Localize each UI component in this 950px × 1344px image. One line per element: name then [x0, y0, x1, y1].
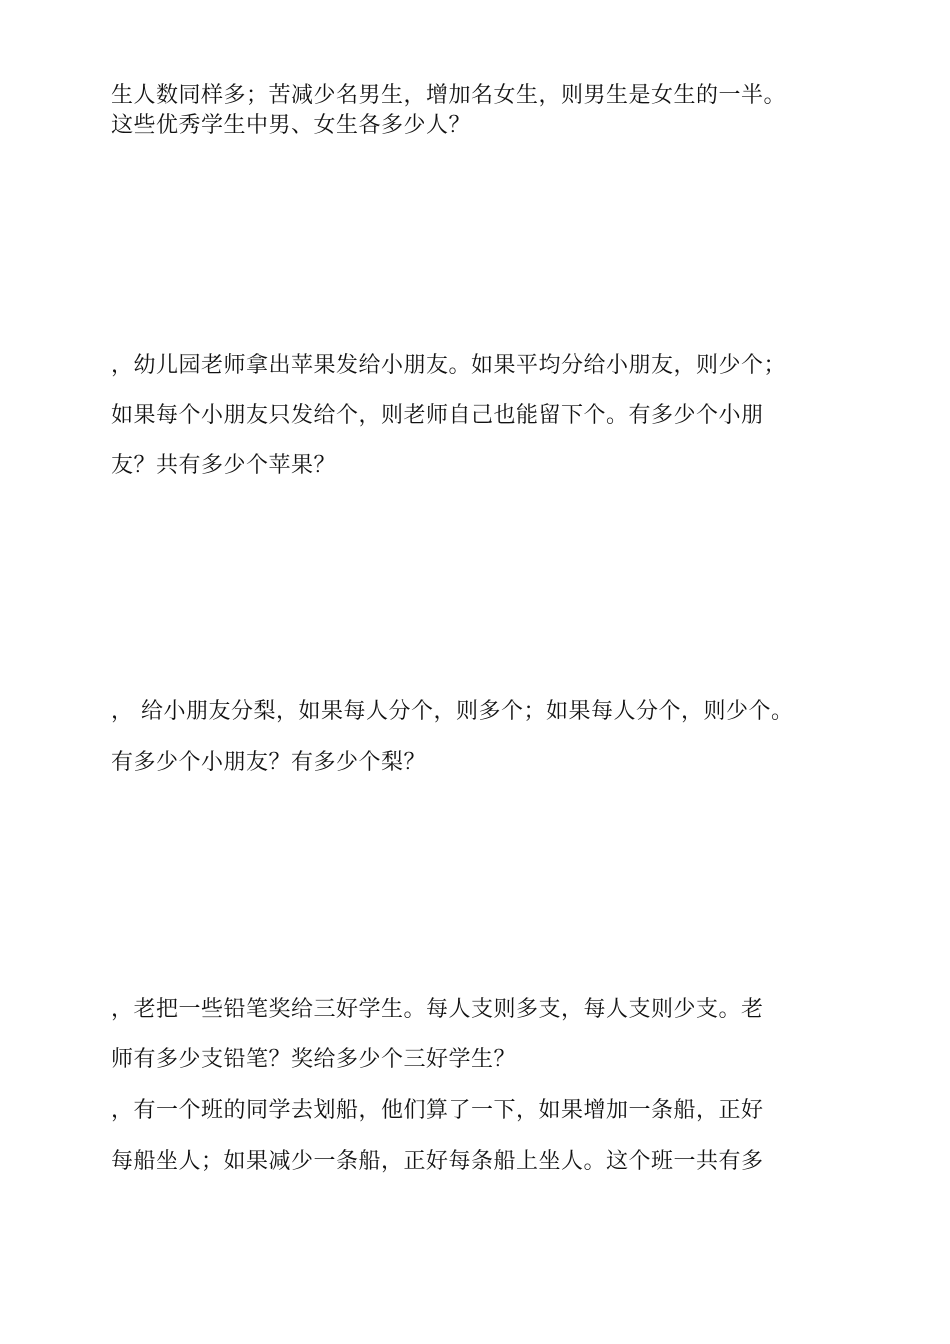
problem-text-line: ， 给小朋友分梨，如果每人分个，则多个；如果每人分个，则少个。 [111, 699, 794, 724]
problem-text-line: 师有多少支铅笔？奖给多少个三好学生？ [111, 1047, 517, 1072]
problem-text-line: 如果每个小朋友只发给个，则老师自己也能留下个。有多少个小朋 [111, 403, 764, 428]
problem-text-line: 这些优秀学生中男、女生各多少人？ [111, 113, 472, 138]
problem-text-line: 友？共有多少个苹果？ [111, 453, 337, 478]
problem-text-line: ，幼儿园老师拿出苹果发给小朋友。如果平均分给小朋友，则少个； [111, 353, 787, 378]
problem-text-line: 每船坐人；如果减少一条船，正好每条船上坐人。这个班一共有多 [111, 1149, 764, 1174]
problem-text-line: 有多少个小朋友？有多少个梨？ [111, 750, 427, 775]
problem-text-line: ，老把一些铅笔奖给三好学生。每人支则多支，每人支则少支。老 [111, 997, 764, 1022]
problem-text-line: ，有一个班的同学去划船，他们算了一下，如果增加一条船，正好 [111, 1098, 764, 1123]
problem-text-line: 生人数同样多；苦减少名男生，增加名女生，则男生是女生的一半。 [111, 83, 787, 108]
